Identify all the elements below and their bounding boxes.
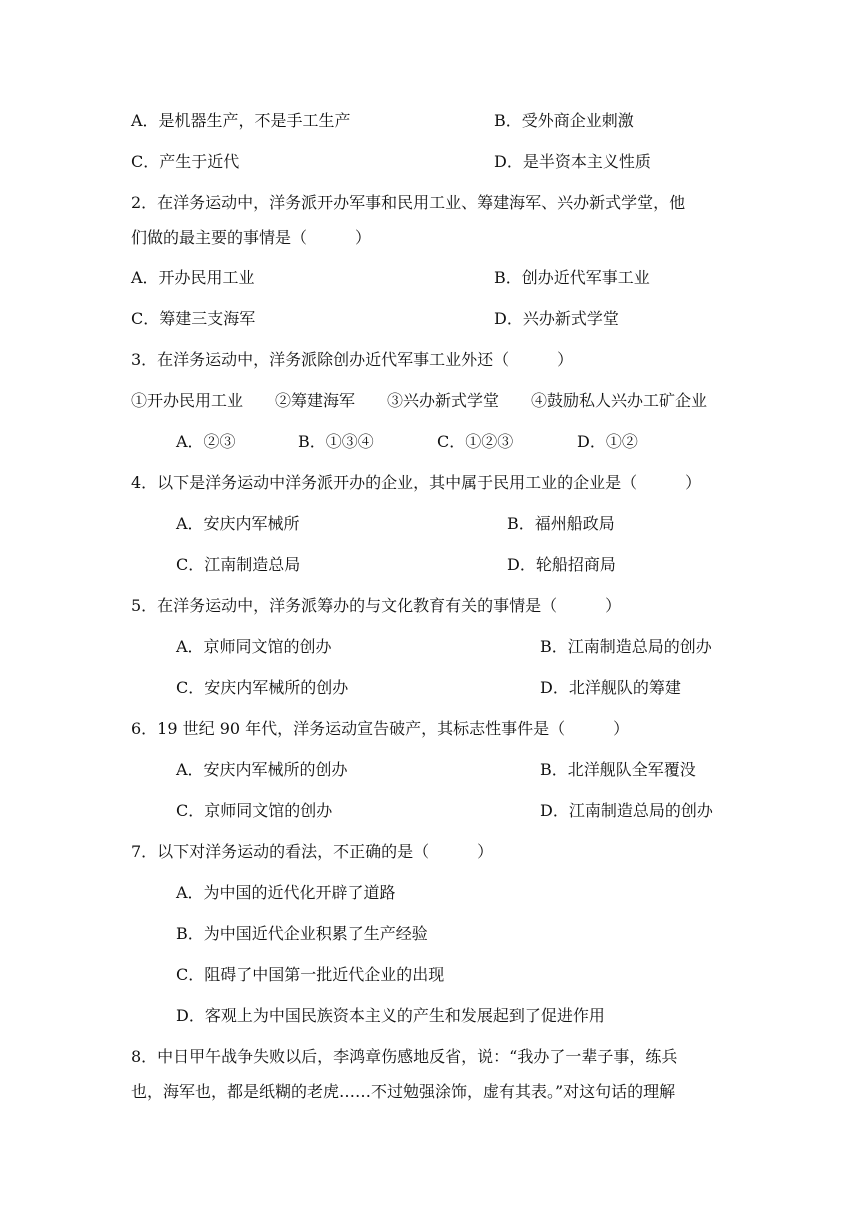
question-2-option-b: B．创办近代军事工业: [494, 268, 650, 287]
question-5-option-b: B．江南制造总局的创办: [540, 637, 712, 656]
question-3-stem: 3．在洋务运动中，洋务派除创办近代军事工业外还（ ）: [131, 350, 574, 369]
question-2-option-d: D．兴办新式学堂: [494, 309, 619, 328]
question-4-option-a: A．安庆内军械所: [176, 514, 300, 533]
option-a: A．是机器生产，不是手工生产: [131, 111, 351, 130]
question-3-option-b: B．①③④: [298, 432, 374, 451]
question-3-option-d: D．①②: [577, 432, 638, 451]
question-5-option-d: D．北洋舰队的筹建: [540, 678, 681, 697]
question-8-stem-line1: 8．中日甲午战争失败以后，李鸿章伤感地反省，说：“我办了一辈子事，练兵: [131, 1047, 678, 1066]
question-5-option-a: A．京师同文馆的创办: [176, 637, 332, 656]
question-4-stem: 4．以下是洋务运动中洋务派开办的企业，其中属于民用工业的企业是（ ）: [131, 473, 702, 492]
question-7-option-d: D．客观上为中国民族资本主义的产生和发展起到了促进作用: [176, 1006, 605, 1025]
question-8-stem-line2: 也，海军也，都是纸糊的老虎……不过勉强涂饰，虚有其表。”对这句话的理解: [131, 1082, 676, 1101]
option-d: D．是半资本主义性质: [494, 152, 651, 171]
question-4-option-b: B．福州船政局: [507, 514, 615, 533]
option-b: B．受外商企业刺激: [494, 111, 634, 130]
question-7-option-b: B．为中国近代企业积累了生产经验: [176, 924, 428, 943]
option-c: C．产生于近代: [131, 152, 240, 171]
question-2-stem-line1: 2．在洋务运动中，洋务派开办军事和民用工业、筹建海军、兴办新式学堂，他: [131, 193, 686, 212]
question-6-option-a: A．安庆内军械所的创办: [176, 760, 348, 779]
question-2-stem-line2: 们做的最主要的事情是（ ）: [131, 228, 372, 247]
question-3-option-a: A．②③: [176, 432, 236, 451]
question-7-stem: 7．以下对洋务运动的看法，不正确的是（ ）: [131, 842, 494, 861]
question-4-option-d: D．轮船招商局: [507, 555, 616, 574]
question-7-option-c: C．阻碍了中国第一批近代企业的出现: [176, 965, 445, 984]
question-5-stem: 5．在洋务运动中，洋务派筹办的与文化教育有关的事情是（ ）: [131, 596, 622, 615]
question-3-items: ①开办民用工业 ②筹建海军 ③兴办新式学堂 ④鼓励私人兴办工矿企业: [131, 391, 708, 410]
question-6-option-b: B．北洋舰队全军覆没: [540, 760, 696, 779]
question-6-stem: 6．19 世纪 90 年代，洋务运动宣告破产，其标志性事件是（ ）: [131, 719, 630, 738]
question-2-option-c: C．筹建三支海军: [131, 309, 256, 328]
question-6-option-c: C．京师同文馆的创办: [176, 801, 333, 820]
question-7-option-a: A．为中国的近代化开辟了道路: [176, 883, 396, 902]
question-5-option-c: C．安庆内军械所的创办: [176, 678, 349, 697]
question-4-option-c: C．江南制造总局: [176, 555, 301, 574]
question-3-option-c: C．①②③: [437, 432, 514, 451]
question-6-option-d: D．江南制造总局的创办: [540, 801, 713, 820]
question-2-option-a: A．开办民用工业: [131, 268, 255, 287]
